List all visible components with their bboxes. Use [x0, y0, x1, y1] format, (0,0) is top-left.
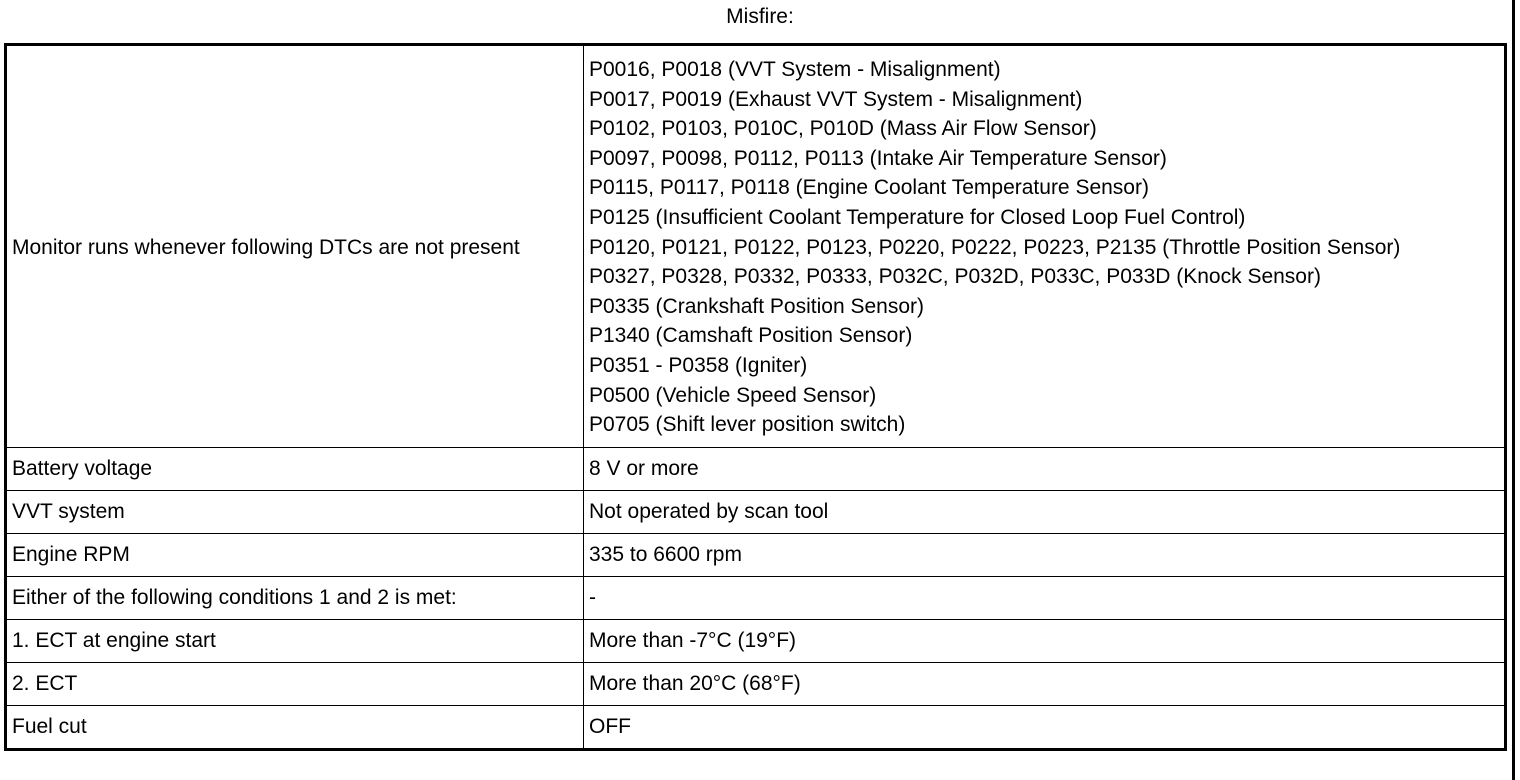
dtc-list-item: P0335 (Crankshaft Position Sensor) [589, 294, 925, 318]
condition-value: Not operated by scan tool [584, 490, 1506, 533]
condition-value: OFF [584, 705, 1506, 749]
dtc-list-item: P0125 (Insufficient Coolant Temperature for Closed Loop Fuel Control) [589, 205, 1246, 229]
condition-label: Monitor runs whenever following DTCs are not present [6, 45, 584, 448]
dtc-list-item: P0351 - P0358 (Igniter) [589, 353, 808, 377]
condition-label: 2. ECT [6, 662, 584, 705]
dtc-list-item: P0102, P0103, P010C, P010D (Mass Air Flow Sensor) [589, 117, 1097, 141]
dtc-list [584, 45, 1506, 448]
table-row [6, 447, 1506, 490]
dtc-list-item: P1340 (Camshaft Position Sensor) [589, 324, 913, 348]
condition-value: 8 V or more [584, 447, 1506, 490]
table-row [6, 662, 1506, 705]
dtc-list-item: P0017, P0019 (Exhaust VVT System - Misalignment) [589, 87, 1083, 111]
dtc-list-item: P0097, P0098, P0112, P0113 (Intake Air Temperature Sensor) [589, 146, 1167, 170]
condition-label: VVT system [6, 490, 584, 533]
table-row [6, 705, 1506, 749]
dtc-list-item: P0115, P0117, P0118 (Engine Coolant Temperature Sensor) [589, 176, 1149, 200]
table-row [6, 576, 1506, 619]
condition-label: Fuel cut [6, 705, 584, 749]
condition-value: - [584, 576, 1506, 619]
page-right-border [1512, 0, 1515, 780]
conditions-table [4, 43, 1507, 751]
dtc-list-item: P0120, P0121, P0122, P0123, P0220, P0222, P0223, P2135 (Throttle Position Sensor) [589, 235, 1401, 259]
page-title: Misfire: [726, 5, 794, 28]
condition-value: More than -7°C (19°F) [584, 619, 1506, 662]
condition-label: Battery voltage [6, 447, 584, 490]
condition-label: Engine RPM [6, 533, 584, 576]
condition-value: More than 20°C (68°F) [584, 662, 1506, 705]
condition-label: 1. ECT at engine start [6, 619, 584, 662]
condition-value: 335 to 6600 rpm [584, 533, 1506, 576]
table-row [6, 533, 1506, 576]
condition-label: Either of the following conditions 1 and 2 is met: [6, 576, 584, 619]
dtc-list-item: P0327, P0328, P0332, P0333, P032C, P032D, P033C, P033D (Knock Sensor) [589, 265, 1321, 289]
dtc-list-item: P0016, P0018 (VVT System - Misalignment) [589, 58, 1001, 81]
table-row [6, 619, 1506, 662]
table-row [6, 45, 1506, 448]
table-row [6, 490, 1506, 533]
dtc-list-item: P0705 (Shift lever position switch) [589, 413, 906, 437]
dtc-list-item: P0500 (Vehicle Speed Sensor) [589, 383, 877, 407]
